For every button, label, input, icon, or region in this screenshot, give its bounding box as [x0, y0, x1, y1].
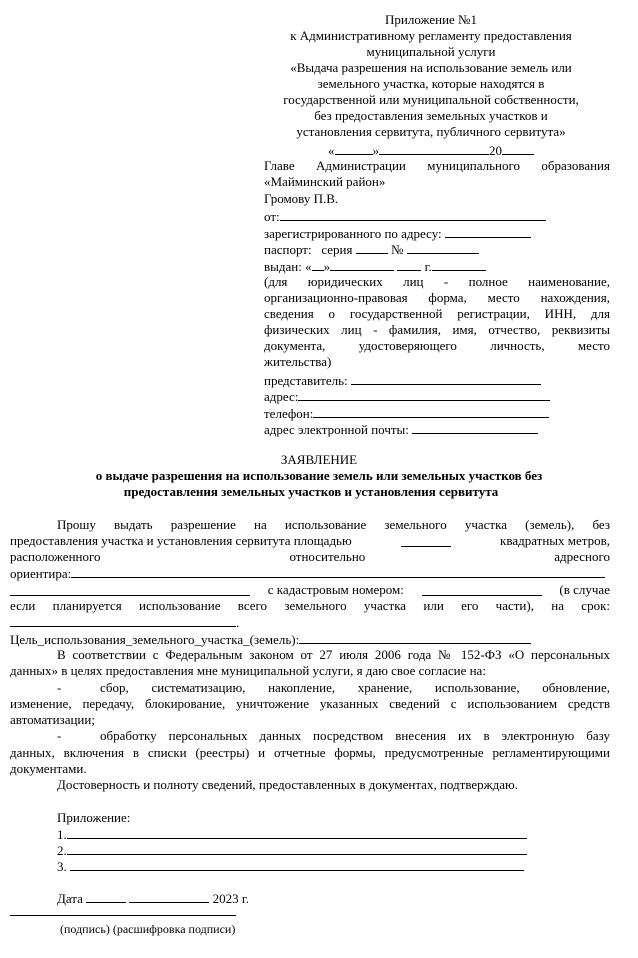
addressee-to-line1: Главе Администрации муниципального образования: [264, 158, 610, 173]
appendix-line: государственной или муниципальной собственности,: [283, 92, 579, 107]
appendix-line: без предоставления земельных участков и: [314, 108, 548, 123]
request-line-2: предоставления участка и установления сервитута площадью квадратных метров,: [10, 533, 610, 548]
date-field: Дата 2023 г.: [57, 891, 250, 906]
appendix-line: Приложение №1: [385, 12, 477, 27]
email-field: адрес электронной почты:: [264, 421, 538, 438]
landmark-blank[interactable]: [71, 565, 605, 578]
address-field: адрес:: [264, 388, 550, 405]
document-subtitle-2: предоставления земельных участков и установления сервитута: [123, 484, 499, 499]
appendix-line: земельного участка, которые находятся в: [317, 76, 545, 91]
attachment-item-2: 2.: [57, 842, 527, 859]
term-field: .: [10, 614, 239, 631]
passport-field: паспорт: серия №: [264, 241, 479, 258]
attachment-blank-1[interactable]: [67, 826, 527, 839]
consent-item2-line1: обработку персональных данных посредством внесения их в электронную базу: [100, 728, 610, 743]
date-day-blank[interactable]: [86, 890, 126, 903]
attachment-blank-2[interactable]: [67, 842, 527, 855]
landmark-blank-cont[interactable]: [10, 583, 250, 596]
number-blank[interactable]: [407, 241, 479, 254]
registered-field: зарегистрированного по адресу:: [264, 225, 531, 242]
registered-blank[interactable]: [445, 225, 531, 238]
representative-blank[interactable]: [351, 372, 541, 385]
term-blank[interactable]: [10, 614, 236, 627]
issued-field: выдан: « » г.: [264, 258, 486, 275]
appendix-line: «Выдача разрешения на использование земель или: [290, 60, 572, 75]
date-month-blank[interactable]: [129, 890, 209, 903]
consent-item1-line2: изменение, передачу, блокирование, уничтожение указанных сведений с использованием средств: [10, 696, 610, 711]
appendix-line: установления сервитута, публичного сервитута»: [296, 124, 566, 139]
appendix-header: [250, 12, 612, 140]
purpose-field: Цель_использования_земельного_участка_(земель):: [10, 631, 531, 648]
email-blank[interactable]: [412, 421, 538, 434]
purpose-blank[interactable]: [299, 631, 531, 644]
phone-blank[interactable]: [313, 405, 549, 418]
from-blank[interactable]: [280, 208, 546, 221]
consent-dash-1: -: [57, 680, 62, 695]
signature-blank[interactable]: [10, 903, 236, 916]
from-field: от:: [264, 208, 546, 225]
consent-item2-line3: документами.: [10, 761, 87, 776]
phone-field: телефон:: [264, 405, 549, 422]
appendix-date-line: « » 20: [328, 142, 534, 159]
attachment-item-3: 3.: [57, 858, 524, 875]
appendix-line: муниципальной услуги: [366, 44, 496, 59]
consent-dash-2: -: [57, 728, 62, 743]
consent-line-1: В соответствии с Федеральным законом от 27 июля 2006 года № 152-ФЗ «О персональных: [57, 647, 610, 662]
attachment-blank-3[interactable]: [70, 858, 524, 871]
cadastral-blank[interactable]: [422, 583, 542, 596]
area-blank[interactable]: [401, 534, 451, 547]
request-line-1: Прошу выдать разрешение на использование земельного участка (земель), без: [57, 517, 610, 532]
consent-line-2: данных» в целях предоставления мне муниципальной услуги, я даю свое согласие на:: [10, 663, 486, 678]
landmark-field: ориентира:: [10, 565, 605, 582]
signature-line: [10, 903, 236, 920]
addressee-name: Громову П.В.: [264, 191, 339, 206]
document-title: ЗАЯВЛЕНИЕ: [280, 452, 358, 467]
consent-item1-line1: сбор, систематизацию, накопление, хранение, использование, обновление,: [100, 680, 610, 695]
request-line-3: расположенного относительно адресного: [10, 549, 610, 564]
address-blank[interactable]: [298, 388, 550, 401]
consent-item2-line2: данных, включения в списки (реестры) и отчетные формы, предусмотренные регламентирующими: [10, 745, 610, 760]
addressee-note: (для юридических лиц - полное наименование, организационно-правовая форма, место нахождения, сведения о государственной регистрации, ИНН, для физических лиц - фамилия, имя, отчество, реквизиты документа, удостоверяющего личность, место жительства): [264, 274, 610, 369]
attachments-label: Приложение:: [57, 810, 131, 825]
consent-item1-line3: автоматизации;: [10, 712, 95, 727]
request-line-6: если планируется использование всего земельного участка или его части), на срок:: [10, 598, 610, 613]
representative-field: представитель:: [264, 372, 541, 389]
attachment-item-1: 1.: [57, 826, 527, 843]
cadastral-field: с кадастровым номером: (в случае: [10, 582, 610, 598]
signature-caption: (подпись) (расшифровка подписи): [60, 922, 236, 936]
appendix-line: к Административному регламенту предоставления: [290, 28, 572, 43]
addressee-to-line2: «Майминский район»: [264, 174, 386, 189]
series-blank[interactable]: [356, 241, 388, 254]
confirmation-text: Достоверность и полноту сведений, предоставленных в документах, подтверждаю.: [57, 777, 518, 792]
document-subtitle-1: о выдаче разрешения на использование земель или земельных участков без: [95, 468, 543, 483]
